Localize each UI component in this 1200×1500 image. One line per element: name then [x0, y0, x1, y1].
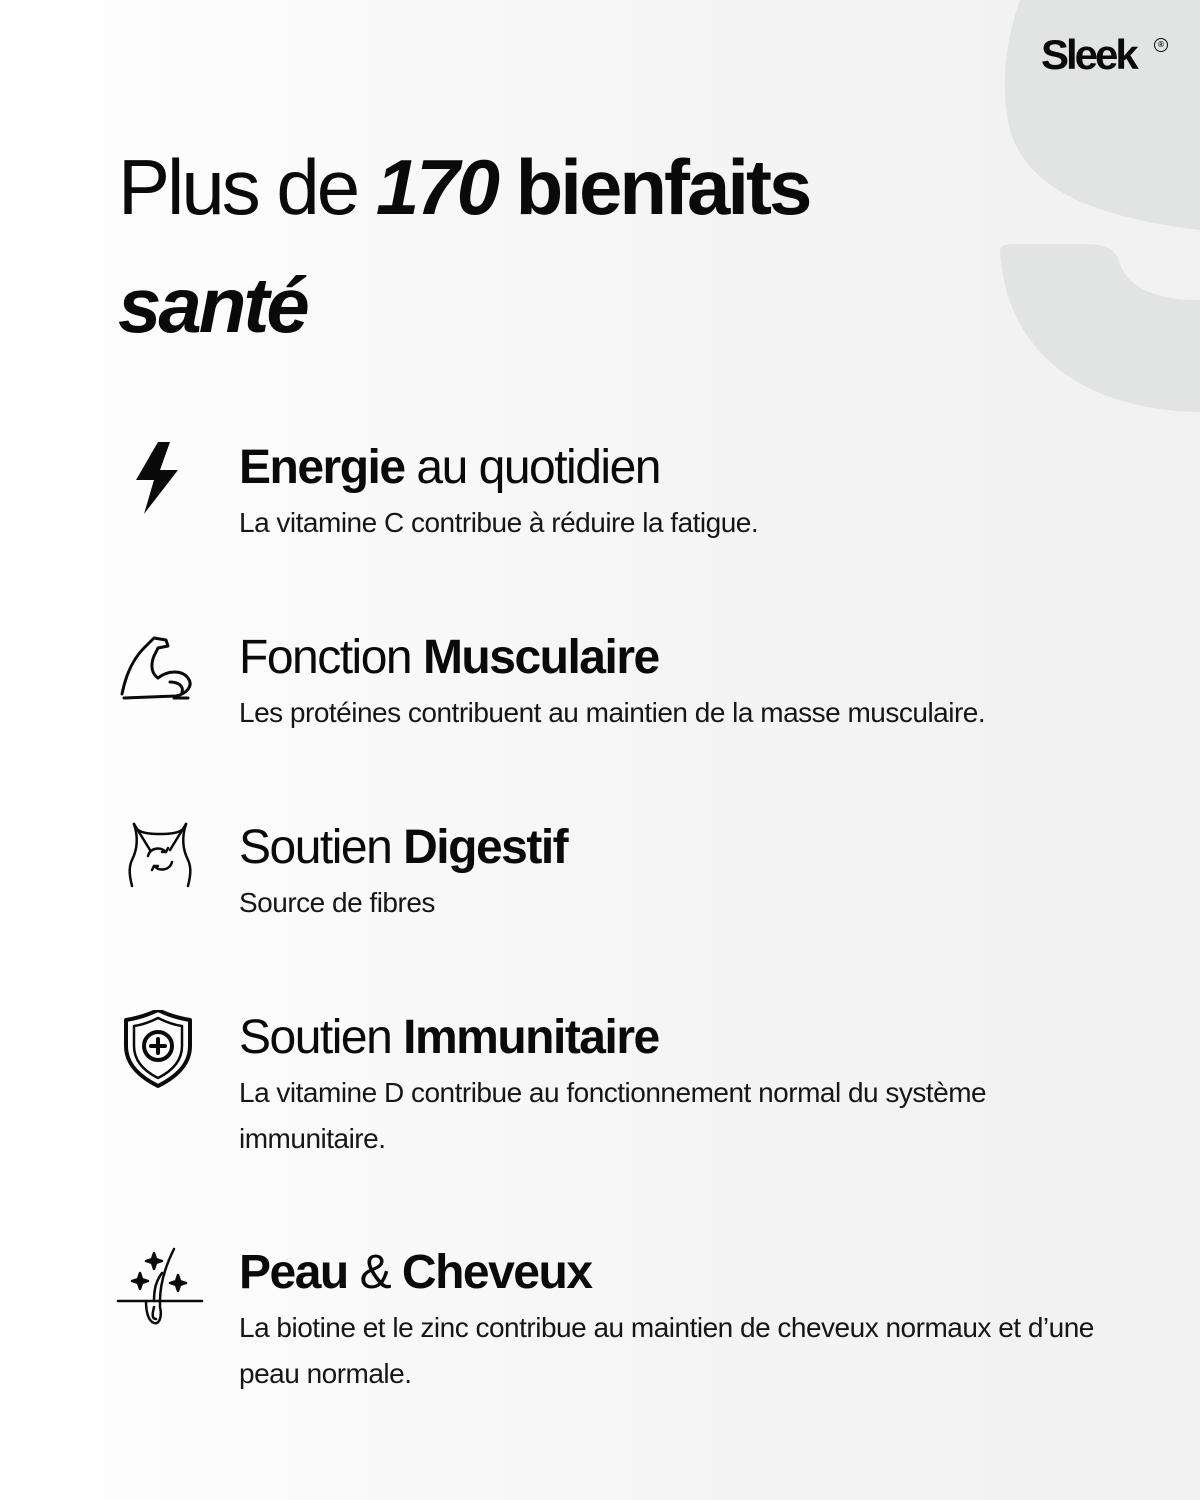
benefit-title: Fonction Musculaire	[239, 631, 659, 684]
headline-part1: Plus de	[118, 143, 376, 231]
brand-logo: Sleek	[1041, 31, 1136, 78]
benefit-description: Les protéines contribuent au maintien de la masse musculaire.	[239, 697, 986, 728]
digestion-belly-icon	[112, 820, 208, 916]
muscle-arm-icon	[112, 630, 208, 726]
hair-skin-sparkle-icon	[112, 1245, 208, 1341]
shield-plus-icon	[112, 1010, 208, 1106]
benefit-title: Peau & Cheveux	[239, 1246, 592, 1299]
headline-part2: bienfaits	[496, 143, 810, 231]
benefit-title: Soutien Digestif	[239, 821, 568, 874]
registered-mark: ®	[1154, 38, 1168, 52]
benefit-title: Energie au quotidien	[239, 441, 660, 494]
benefit-description: Source de fibres	[239, 887, 435, 918]
benefit-title: Soutien Immunitaire	[239, 1011, 659, 1064]
lightning-icon	[112, 440, 208, 536]
page-title	[118, 128, 1018, 364]
headline-line2: santé	[118, 261, 307, 349]
benefit-description: La vitamine D contribue au fonctionnement normal du système immunitaire.	[239, 1077, 987, 1154]
benefit-description: La vitamine C contribue à réduire la fatigue.	[239, 507, 759, 538]
headline-number: 170	[375, 143, 497, 231]
benefit-description: La biotine et le zinc contribue au maintien de cheveux normaux et d’une peau normale.	[239, 1312, 1094, 1389]
